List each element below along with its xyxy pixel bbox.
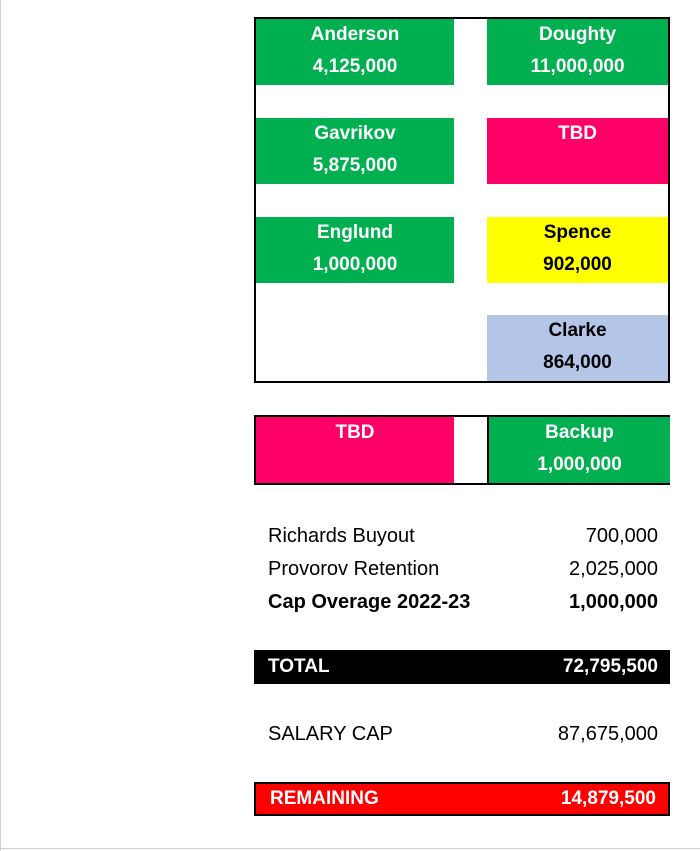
- summary-label: Provorov Retention: [268, 558, 440, 580]
- summary-value: 1,000,000: [569, 591, 658, 613]
- salary-cap-label: SALARY CAP: [268, 723, 393, 745]
- remaining-value: 14,879,500: [560, 788, 656, 809]
- player-salary: 5,875,000: [312, 155, 398, 176]
- player-name: Gavrikov: [314, 123, 396, 144]
- player-salary: 4,125,000: [312, 56, 398, 77]
- total-label: TOTAL: [268, 656, 330, 677]
- player-cell-doughty[interactable]: [487, 19, 668, 85]
- player-cell-tbd[interactable]: [487, 118, 668, 184]
- player-name: Backup: [545, 422, 614, 443]
- player-name: Clarke: [548, 320, 607, 341]
- remaining-row: [254, 782, 670, 816]
- total-row: [254, 650, 670, 684]
- summary-value: 2,025,000: [569, 558, 658, 580]
- goalie-cell-tbd[interactable]: [256, 417, 454, 483]
- player-name: Spence: [543, 222, 612, 243]
- player-salary: 1,000,000: [537, 454, 622, 475]
- player-cell-englund[interactable]: [256, 217, 454, 283]
- total-value: 72,795,500: [562, 656, 658, 677]
- player-name: Englund: [317, 222, 393, 243]
- summary-value: 700,000: [585, 525, 658, 547]
- player-cell-gavrikov[interactable]: [256, 118, 454, 184]
- player-name: Doughty: [538, 24, 617, 45]
- salary-cap-value: 87,675,000: [557, 723, 658, 745]
- salary-cap-row: [268, 720, 658, 748]
- player-salary: 902,000: [543, 254, 612, 275]
- summary-label: Richards Buyout: [268, 525, 415, 547]
- player-cell-anderson[interactable]: [256, 19, 454, 85]
- player-name: TBD: [557, 123, 598, 144]
- remaining-label: REMAINING: [270, 788, 379, 809]
- player-name: Anderson: [310, 24, 400, 45]
- summary-row-overage: [268, 588, 658, 616]
- page-bottom-border: [1, 848, 700, 849]
- player-cell-clarke[interactable]: [487, 315, 668, 381]
- player-salary: 11,000,000: [530, 56, 625, 77]
- summary-row-provorov: [268, 555, 658, 583]
- summary-label: Cap Overage 2022-23: [268, 591, 471, 613]
- goalie-row: [254, 415, 670, 485]
- goalie-cell-backup[interactable]: [489, 417, 670, 483]
- player-name: TBD: [335, 422, 375, 443]
- player-salary: 1,000,000: [312, 254, 398, 275]
- player-salary: 864,000: [543, 352, 612, 373]
- summary-row-richards: [268, 522, 658, 550]
- player-cell-spence[interactable]: [487, 217, 668, 283]
- defense-grid: [254, 17, 670, 383]
